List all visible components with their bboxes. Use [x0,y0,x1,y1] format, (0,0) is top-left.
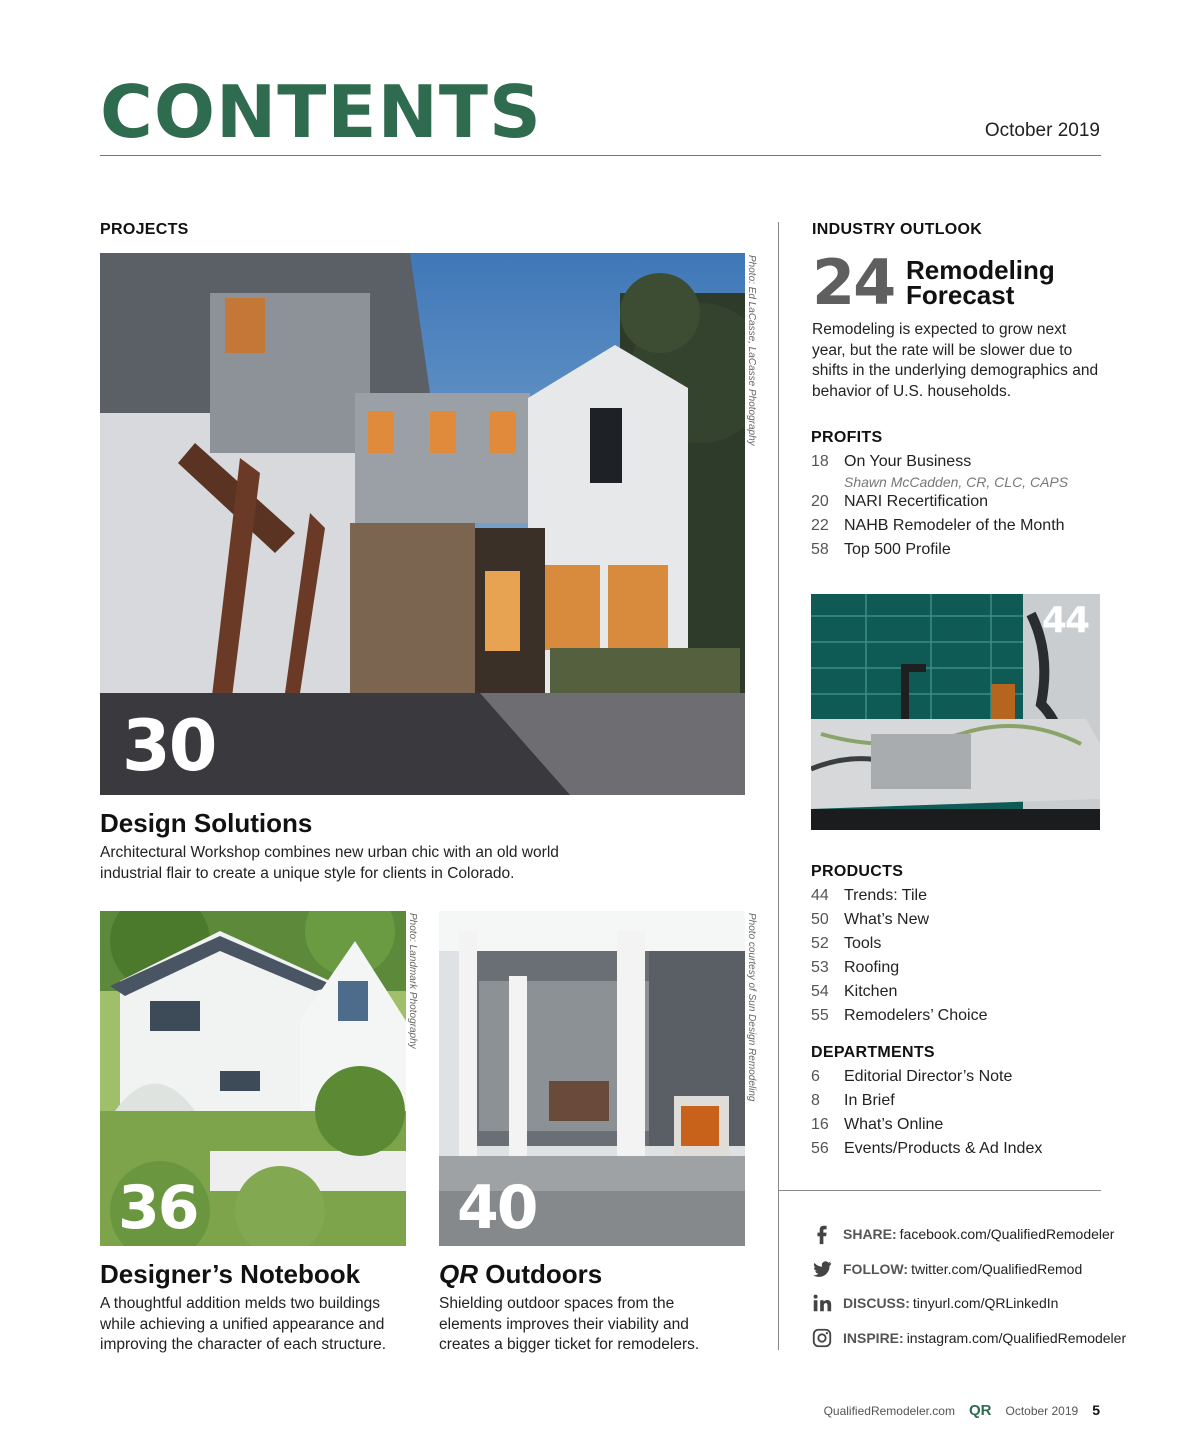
story-title-design-solutions[interactable]: Design Solutions [100,808,313,838]
twitter-icon [810,1257,834,1281]
page-footer [824,1402,1100,1419]
products-list [811,884,987,1028]
page-number: 58 [811,541,829,558]
item-label: NARI Recertification [844,493,989,510]
page-number: 16 [811,1116,829,1133]
item-label: Kitchen [844,983,898,1000]
designers-notebook-photo[interactable] [100,911,406,1246]
departments-heading: DEPARTMENTS [811,1044,935,1061]
projects-heading: PROJECTS [100,221,189,238]
item-label: Tools [844,935,882,952]
page-title: CONTENTS [100,70,542,154]
social-url: facebook.com/QualifiedRemodeler [899,1226,1115,1243]
story-number: 44 [1041,600,1088,641]
list-item[interactable] [811,1065,1042,1089]
list-item[interactable] [811,1113,1042,1137]
item-label: Top 500 Profile [844,541,951,558]
page-number: 22 [811,517,829,534]
issue-date: October 2019 [984,120,1100,141]
page-number: 50 [811,911,829,928]
social-links [810,1217,1126,1355]
item-label: Remodelers’ Choice [844,1007,988,1024]
title-divider [100,155,1101,156]
page-number: 54 [811,983,829,1000]
social-link-twitter[interactable] [810,1252,1126,1287]
page-number: 52 [811,935,829,952]
products-heading: PRODUCTS [811,863,904,880]
list-item[interactable] [811,956,987,980]
story-description: A thoughtful addition melds two buildings while achieving a unified appearance and improving the character of each structure. [100,1295,387,1353]
social-link-facebook[interactable] [810,1217,1126,1252]
list-item[interactable] [811,932,987,956]
qr-outdoors-photo[interactable] [439,911,745,1246]
item-label: Editorial Director’s Note [844,1068,1013,1085]
title-rest: Outdoors [478,1259,603,1289]
profits-list [811,450,1068,562]
item-label: What’s New [844,911,930,928]
story-description: Architectural Workshop combines new urban chic with an old world industrial flair to create a unique style for clients in Colorado. [100,844,559,882]
column-divider [778,222,779,1350]
instagram-icon [810,1326,834,1350]
item-label: Trends: Tile [844,887,927,904]
social-divider [779,1190,1101,1191]
page-number: 20 [811,493,829,510]
page-number: 18 [811,453,829,470]
list-item[interactable] [811,450,1068,492]
page-number: 56 [811,1140,829,1157]
social-label: SHARE: [843,1226,897,1243]
list-item[interactable] [811,884,987,908]
list-item[interactable] [811,908,987,932]
story-number: 36 [118,1173,198,1243]
item-label: On Your Business [844,453,972,470]
list-item[interactable] [811,1004,987,1028]
page-number: 44 [811,887,829,904]
design-solutions-photo[interactable] [100,253,745,795]
list-item[interactable] [811,490,1068,514]
story-description: Shielding outdoor spaces from the elements improves their viability and creates a bigger ticket for remodelers. [439,1295,700,1353]
social-link-instagram[interactable] [810,1321,1126,1356]
list-item[interactable] [811,1137,1042,1161]
social-label: FOLLOW: [843,1260,909,1277]
page-number: 6 [811,1068,820,1085]
list-item[interactable] [811,1089,1042,1113]
item-label: In Brief [844,1092,895,1109]
footer-site[interactable]: QualifiedRemodeler.com [823,1404,955,1418]
qr-logo: QR [968,1402,992,1419]
social-url: instagram.com/QualifiedRemodeler [906,1330,1127,1347]
linkedin-icon [810,1291,834,1315]
photo-credit: Photo courtesy of Sun Design Remodeling [746,913,757,1102]
page-number: 55 [811,1007,829,1024]
departments-list [811,1065,1042,1161]
photo-credit: Photo: Landmark Photography [407,913,418,1049]
page-number: 53 [811,959,829,976]
list-item[interactable] [811,980,987,1004]
facebook-icon [810,1222,834,1246]
story-title-qr-outdoors[interactable] [439,1259,602,1290]
footer-date: October 2019 [1005,1404,1079,1418]
social-label: DISCUSS: [843,1295,910,1312]
page-number: 5 [1092,1402,1100,1418]
list-item[interactable] [811,538,1068,562]
story-number: 30 [122,705,216,787]
item-label: What’s Online [844,1116,944,1133]
photo-credit: Photo: Ed LaCasse, LaCasse Photography [746,255,757,446]
social-label: INSPIRE: [843,1330,904,1347]
industry-outlook-heading: INDUSTRY OUTLOOK [812,221,983,238]
social-url: twitter.com/QualifiedRemod [911,1260,1083,1277]
qr-prefix: QR [439,1259,478,1289]
item-label: Roofing [844,959,900,976]
list-item[interactable] [811,514,1068,538]
social-url: tinyurl.com/QRLinkedIn [912,1295,1059,1312]
item-label: NAHB Remodeler of the Month [844,517,1065,534]
profits-heading: PROFITS [811,429,883,446]
feature-description: Remodeling is expected to grow next year, but the rate will be slower due to shifts in the underlying demographics and behavior of U.S. households. [812,321,1099,400]
byline: Shawn McCadden, CR, CLC, CAPS [844,474,1069,490]
feature-page-number: 24 [812,246,895,319]
tile-trends-photo[interactable] [811,594,1100,830]
feature-title[interactable]: Remodeling Forecast [906,255,1055,310]
page-number: 8 [811,1092,820,1109]
story-title-designers-notebook[interactable]: Designer’s Notebook [100,1259,361,1289]
social-link-linkedin[interactable] [810,1286,1126,1321]
item-label: Events/Products & Ad Index [844,1140,1043,1157]
story-number: 40 [457,1173,537,1243]
